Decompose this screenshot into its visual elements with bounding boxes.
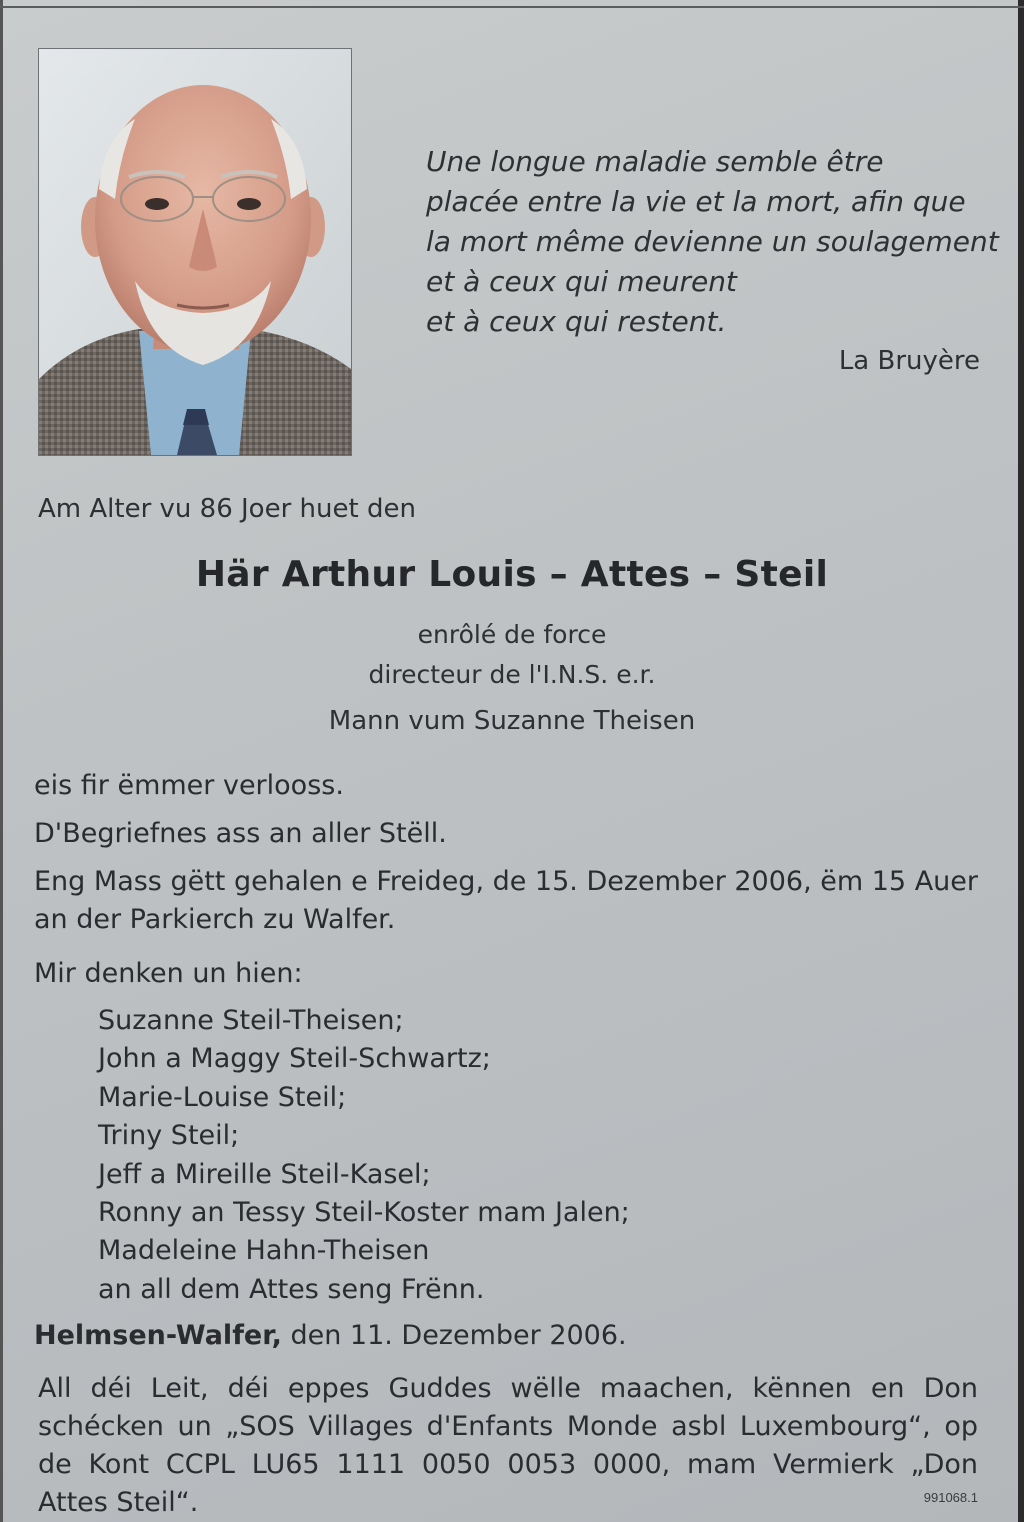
family-member: an all dem Attes seng Frënn. (98, 1273, 485, 1305)
mass-line: an der Parkierch zu Walfer. (34, 904, 396, 935)
family-member: Marie-Louise Steil; (98, 1081, 347, 1113)
family-list (98, 1002, 630, 1309)
family-member: Triny Steil; (98, 1120, 240, 1152)
paper-right-edge (1018, 0, 1024, 1522)
spouse-line: Mann vum Suzanne Theisen (328, 706, 696, 736)
family-member: Jeff a Mireille Steil-Kasel; (98, 1158, 431, 1190)
quote-line: la mort même devienne un soulagement (426, 225, 999, 258)
quote-line: et à ceux qui restent. (426, 305, 727, 338)
place-name: Helmsen-Walfer, (34, 1320, 282, 1351)
donation-paragraph (38, 1370, 978, 1522)
donation-line: Attes Steil“. (38, 1487, 199, 1518)
mass-line: Eng Mass gëtt gehalen e Freideg, de 15. Dezember 2006, ëm 15 Auer (34, 866, 978, 897)
portrait-image (39, 49, 351, 455)
body-line: eis fir ëmmer verlooss. (34, 770, 344, 801)
family-member: Ronny an Tessy Steil-Koster mam Jalen; (98, 1197, 630, 1229)
reference-number: 991068.1 (923, 1490, 978, 1505)
portrait-photo (38, 48, 352, 456)
deceased-name: Här Arthur Louis – Attes – Steil (195, 554, 829, 595)
donation-line: All déi Leit, déi eppes Guddes wëlle maachen, kënnen en Don (38, 1373, 978, 1404)
paper-left-edge (0, 0, 3, 1522)
remembrance-line: Mir denken un hien: (34, 958, 303, 989)
family-member: Suzanne Steil-Theisen; (98, 1005, 404, 1036)
intro-line: Am Alter vu 86 Joer huet den (38, 494, 416, 524)
top-border-rule (0, 6, 1024, 8)
quote-line: Une longue maladie semble être (426, 145, 884, 178)
place-date-line (34, 1320, 627, 1351)
quote-line: et à ceux qui meurent (426, 265, 737, 298)
donation-line: de Kont CCPL LU65 1111 0050 0053 0000, mam Vermierk „Don (38, 1449, 978, 1480)
quote-block (426, 142, 999, 342)
burial-line: D'Begriefnes ass an aller Stëll. (34, 818, 447, 849)
title-line: enrôlé de force (417, 620, 607, 649)
quote-author: La Bruyère (838, 346, 980, 376)
quote-line: placée entre la vie et la mort, afin que (426, 185, 966, 218)
donation-line: schécken un „SOS Villages d'Enfants Monde asbl Luxembourg“, op (38, 1411, 978, 1442)
title-line: directeur de l'I.N.S. e.r. (368, 660, 656, 689)
family-member: John a Maggy Steil-Schwartz; (98, 1043, 491, 1075)
notice-date: den 11. Dezember 2006. (281, 1320, 627, 1351)
family-member: Madeleine Hahn-Theisen (98, 1235, 430, 1267)
